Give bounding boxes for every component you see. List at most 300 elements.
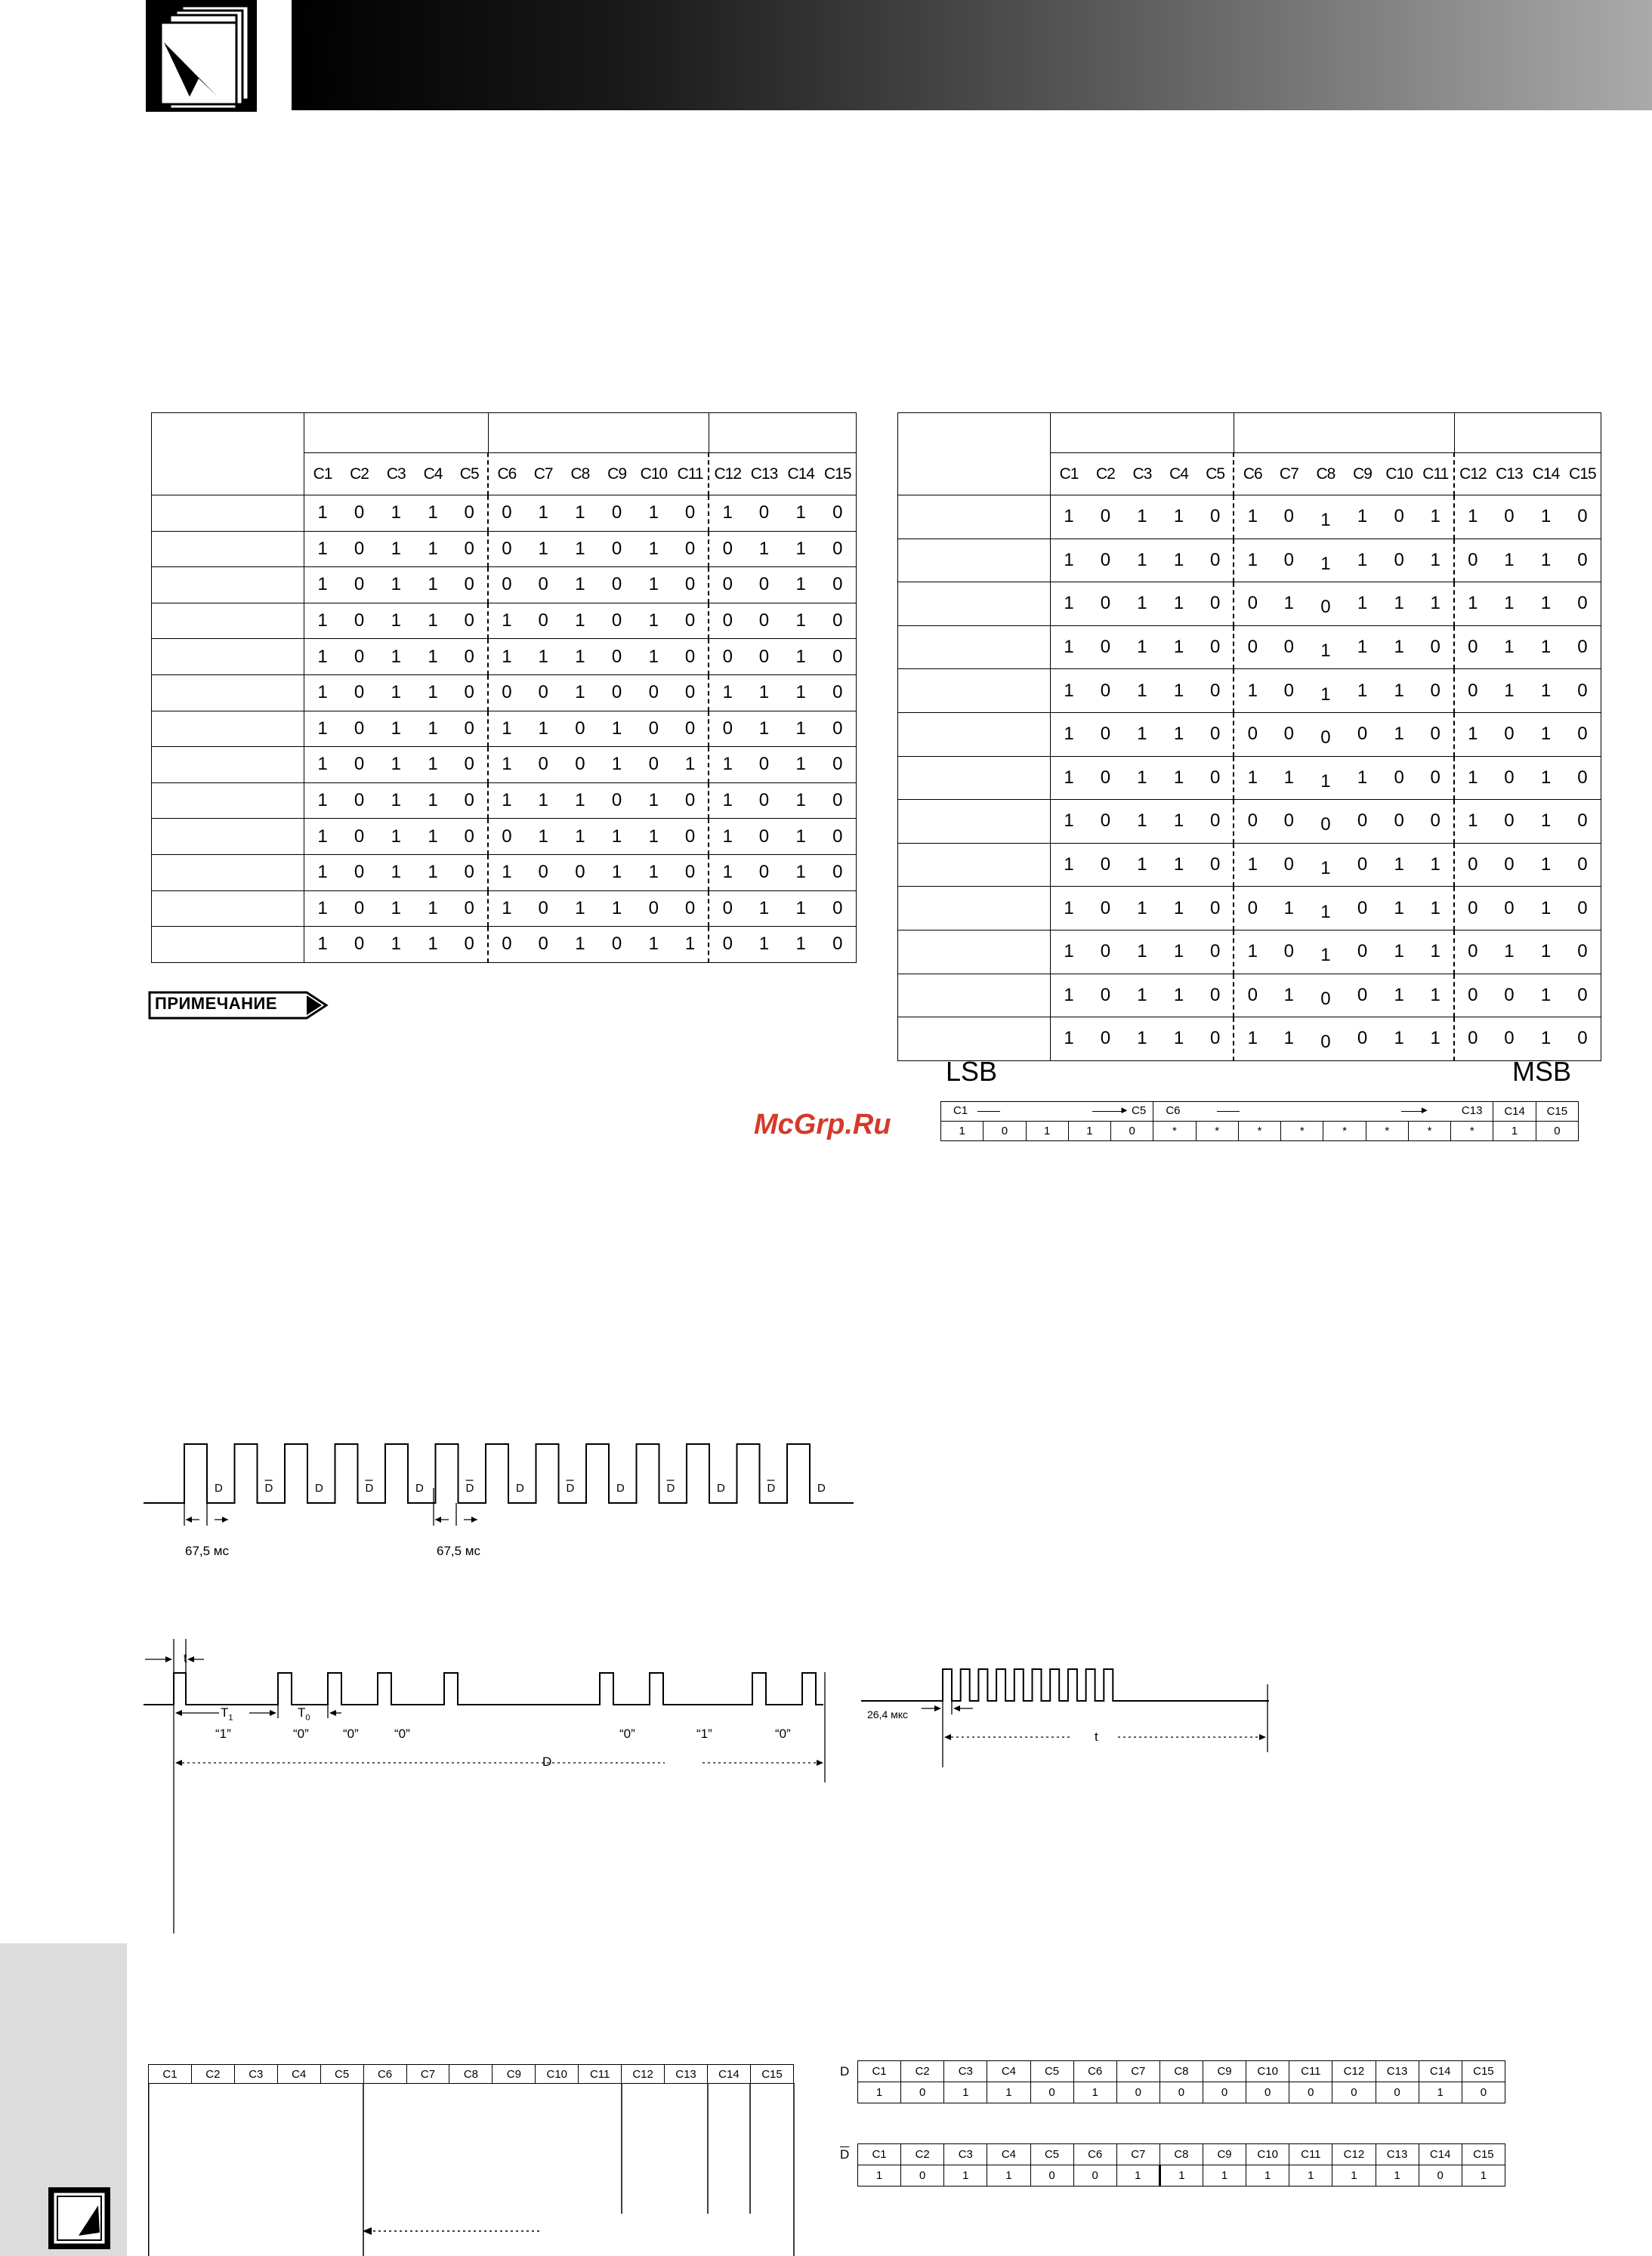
code-cell: 1 [987, 2165, 1030, 2187]
bit-cell: 0 [1454, 887, 1491, 930]
bit-label: “0” [343, 1727, 359, 1741]
brand-logo [146, 0, 257, 112]
column-header: C1 [304, 453, 341, 495]
bit-order-value: 0 [1536, 1122, 1578, 1141]
bit-cell: 1 [635, 639, 672, 675]
bit-cell: 0 [341, 819, 378, 855]
bit-cell: 1 [1344, 582, 1381, 626]
table-row [898, 669, 1601, 713]
bit-cell: 1 [1491, 582, 1528, 626]
bit-order-range-c6-c13: C6 ► C13 [1153, 1102, 1493, 1122]
bit-cell: 1 [1527, 800, 1564, 844]
bit-cell: 1 [783, 819, 820, 855]
bit-cell: 1 [783, 531, 820, 567]
group-header-cell [709, 413, 856, 453]
bit-cell: 1 [304, 819, 341, 855]
table-row [152, 567, 857, 603]
bit-cell: 0 [1271, 930, 1308, 974]
bit-cell: 0 [1491, 843, 1528, 887]
column-header: C6 [488, 453, 525, 495]
bit-cell: 1 [415, 603, 452, 639]
table-row [152, 927, 857, 963]
bit-cell: 0 [488, 927, 525, 963]
bit-cell: 0 [1564, 930, 1601, 974]
bit-cell: 0 [1381, 495, 1418, 539]
bit-cell: 0 [1564, 756, 1601, 800]
code-cell: 0 [1030, 2082, 1073, 2103]
bit-cell: 1 [378, 567, 415, 603]
table-row [898, 539, 1601, 582]
pulse-label: D [666, 1482, 675, 1495]
table-row [898, 800, 1601, 844]
code-cell: C13 [1376, 2144, 1419, 2165]
bit-cell: 0 [1564, 669, 1601, 713]
code-cell: 0 [901, 2165, 944, 2187]
bit-cell: 1 [378, 674, 415, 711]
bit-cell: 1 [1308, 625, 1345, 669]
row-name-cell [152, 674, 304, 711]
column-header: C3 [378, 453, 415, 495]
bit-cell: 1 [672, 747, 709, 783]
bottom-left-table [148, 2064, 794, 2084]
bit-cell: 1 [488, 782, 525, 819]
row-name-cell [152, 819, 304, 855]
bit-cell: 0 [1344, 843, 1381, 887]
bit-cell: 0 [598, 495, 635, 532]
bit-cell: 1 [562, 782, 599, 819]
pulse-label: D [365, 1482, 374, 1495]
bit-cell: 0 [1381, 539, 1418, 582]
bit-cell: 0 [488, 531, 525, 567]
bit-cell: 0 [562, 747, 599, 783]
table-row [898, 582, 1601, 626]
bit-order-range-c1-c5: C1 ► C5 [941, 1102, 1153, 1122]
bit-cell: 1 [635, 531, 672, 567]
code-cell: C7 [1116, 2061, 1159, 2082]
logo-icon [146, 0, 257, 112]
bit-cell: 1 [1124, 887, 1161, 930]
table-row [898, 1017, 1601, 1061]
code-cell: C14 [707, 2065, 750, 2084]
pulse-label: D [264, 1482, 273, 1495]
waveform-bit-encoding [144, 1639, 838, 1790]
pulse-label: D [817, 1482, 826, 1495]
name-header-cell [152, 413, 304, 495]
bit-cell: 1 [1308, 843, 1345, 887]
bit-cell: 1 [635, 603, 672, 639]
bit-cell: 1 [1271, 1017, 1308, 1061]
bit-order-value: * [1366, 1122, 1408, 1141]
bit-cell: 1 [415, 711, 452, 747]
bit-cell: 1 [378, 711, 415, 747]
bit-cell: 1 [525, 495, 562, 532]
code-cell: C7 [1116, 2144, 1159, 2165]
column-header: C7 [1271, 453, 1308, 495]
bit-cell: 0 [451, 531, 488, 567]
bit-cell: 0 [341, 890, 378, 927]
column-header: C8 [1308, 453, 1345, 495]
bit-cell: 0 [1271, 539, 1308, 582]
row-name-cell [898, 625, 1051, 669]
bit-cell: 0 [598, 567, 635, 603]
bit-cell: 0 [1271, 495, 1308, 539]
bit-cell: 1 [746, 890, 783, 927]
bit-cell: 0 [1381, 800, 1418, 844]
table-row [898, 712, 1601, 756]
bit-order-value: * [1281, 1122, 1323, 1141]
row-name-cell [152, 927, 304, 963]
msb-label: MSB [1512, 1056, 1572, 1087]
bit-cell: 0 [1087, 539, 1124, 582]
bit-cell: 0 [1271, 843, 1308, 887]
column-header: C13 [1491, 453, 1528, 495]
bit-cell: 1 [635, 782, 672, 819]
bit-cell: 0 [525, 747, 562, 783]
bit-cell: 1 [488, 711, 525, 747]
code-cell: C13 [1376, 2061, 1419, 2082]
bit-cell: 1 [1344, 669, 1381, 713]
name-header-cell [898, 413, 1051, 495]
bit-cell: 1 [1344, 625, 1381, 669]
column-header: C15 [820, 453, 857, 495]
bit-cell: 1 [562, 819, 599, 855]
bit-cell: 1 [1160, 625, 1197, 669]
bit-cell: 0 [1564, 800, 1601, 844]
bit-cell: 1 [304, 927, 341, 963]
bit-cell: 0 [341, 711, 378, 747]
bit-cell: 1 [783, 927, 820, 963]
bit-cell: 1 [1527, 582, 1564, 626]
column-header: C9 [1344, 453, 1381, 495]
code-cell: C6 [1073, 2144, 1116, 2165]
bit-cell: 1 [525, 782, 562, 819]
bit-cell: 0 [341, 639, 378, 675]
bit-cell: 1 [378, 747, 415, 783]
column-header: C3 [1124, 453, 1161, 495]
code-cell: 0 [1116, 2082, 1159, 2103]
code-cell: C10 [536, 2065, 579, 2084]
bit-cell: 1 [1381, 669, 1418, 713]
column-header: C6 [1234, 453, 1271, 495]
bit-cell: 1 [709, 782, 746, 819]
bit-cell: 0 [451, 890, 488, 927]
bit-cell: 0 [451, 782, 488, 819]
code-cell: 1 [944, 2165, 987, 2187]
bit-cell: 0 [746, 782, 783, 819]
bit-label: “0” [293, 1727, 309, 1741]
bit-cell: 0 [1491, 712, 1528, 756]
bit-cell: 0 [1491, 756, 1528, 800]
bit-cell: 1 [1454, 712, 1491, 756]
bit-cell: 0 [451, 639, 488, 675]
row-name-cell [152, 747, 304, 783]
bit-cell: 1 [415, 567, 452, 603]
bit-cell: 1 [488, 854, 525, 890]
bit-cell: 1 [415, 854, 452, 890]
dbar-code-table [857, 2143, 1505, 2187]
bit-cell: 1 [415, 639, 452, 675]
bit-cell: 0 [709, 711, 746, 747]
bit-cell: 1 [598, 819, 635, 855]
bit-order-value: * [1323, 1122, 1366, 1141]
bit-cell: 1 [1234, 495, 1271, 539]
bit-cell: 0 [341, 567, 378, 603]
bit-cell: 1 [635, 495, 672, 532]
bit-cell: 1 [304, 495, 341, 532]
bit-cell: 1 [525, 531, 562, 567]
bit-cell: 1 [1051, 974, 1088, 1017]
table-row [152, 531, 857, 567]
bit-cell: 0 [451, 819, 488, 855]
bit-cell: 1 [1271, 887, 1308, 930]
bit-cell: 0 [1197, 756, 1234, 800]
bit-cell: 0 [1417, 756, 1454, 800]
bit-cell: 0 [525, 927, 562, 963]
code-cell: C3 [234, 2065, 277, 2084]
carrier-t-label: t [1095, 1730, 1098, 1744]
bit-cell: 0 [820, 495, 857, 532]
bit-cell: 0 [1344, 974, 1381, 1017]
bit-cell: 0 [1087, 843, 1124, 887]
bit-cell: 1 [709, 747, 746, 783]
bit-cell: 1 [415, 674, 452, 711]
column-header: C4 [1160, 453, 1197, 495]
bit-cell: 0 [709, 531, 746, 567]
bit-cell: 0 [598, 531, 635, 567]
bit-cell: 1 [1308, 930, 1345, 974]
bit-cell: 1 [378, 531, 415, 567]
bit-cell: 1 [562, 890, 599, 927]
bit-cell: 0 [820, 782, 857, 819]
bit-cell: 1 [1124, 712, 1161, 756]
table-row [152, 747, 857, 783]
row-name-cell [152, 782, 304, 819]
code-cell: C4 [277, 2065, 320, 2084]
table-row [898, 887, 1601, 930]
bit-cell: 1 [304, 854, 341, 890]
bit-cell: 0 [1381, 756, 1418, 800]
code-cell: C3 [944, 2061, 987, 2082]
bit-cell: 0 [341, 854, 378, 890]
code-cell: C8 [449, 2065, 493, 2084]
code-cell: C1 [858, 2144, 901, 2165]
bit-cell: 1 [1417, 974, 1454, 1017]
bit-cell: 1 [1051, 887, 1088, 930]
bit-cell: 0 [1087, 625, 1124, 669]
bit-cell: 1 [415, 819, 452, 855]
code-cell: C2 [901, 2144, 944, 2165]
bit-cell: 1 [378, 603, 415, 639]
pulse-label: D [215, 1482, 223, 1495]
bit-cell: 0 [672, 639, 709, 675]
bit-cell: 1 [709, 495, 746, 532]
bit-cell: 0 [746, 747, 783, 783]
group-header-cell [1454, 413, 1601, 453]
bit-cell: 0 [820, 747, 857, 783]
bit-cell: 0 [1308, 582, 1345, 626]
bit-cell: 0 [635, 711, 672, 747]
bit-cell: 1 [1124, 582, 1161, 626]
bit-cell: 0 [1417, 669, 1454, 713]
bit-cell: 0 [1087, 582, 1124, 626]
bit-cell: 1 [1160, 930, 1197, 974]
logo-icon [48, 2187, 110, 2249]
bit-cell: 1 [1234, 539, 1271, 582]
bit-cell: 1 [1051, 800, 1088, 844]
row-name-cell [898, 887, 1051, 930]
bit-cell: 1 [378, 782, 415, 819]
bit-cell: 1 [415, 890, 452, 927]
bit-cell: 1 [1308, 539, 1345, 582]
side-logo [48, 2187, 110, 2249]
bit-cell: 1 [1160, 843, 1197, 887]
code-cell: C10 [1246, 2144, 1289, 2165]
code-cell: C15 [1462, 2061, 1505, 2082]
bit-cell: 1 [1051, 712, 1088, 756]
bit-cell: 0 [1197, 625, 1234, 669]
bit-cell: 1 [1308, 887, 1345, 930]
bit-cell: 0 [1234, 712, 1271, 756]
bit-cell: 1 [1454, 582, 1491, 626]
bit-label: “1” [215, 1727, 231, 1741]
bit-cell: 0 [820, 890, 857, 927]
bit-cell: 0 [1234, 887, 1271, 930]
table-row [152, 603, 857, 639]
bit-cell: 1 [1417, 930, 1454, 974]
column-header: C10 [635, 453, 672, 495]
bit-cell: 1 [1308, 756, 1345, 800]
bit-cell: 0 [635, 674, 672, 711]
bit-cell: 0 [1197, 1017, 1234, 1061]
code-cell: C9 [493, 2065, 536, 2084]
bit-cell: 1 [304, 747, 341, 783]
bit-cell: 0 [525, 567, 562, 603]
row-name-cell [898, 539, 1051, 582]
bit-order-value: * [1153, 1122, 1196, 1141]
code-cell: C6 [1073, 2061, 1116, 2082]
bit-cell: 1 [746, 711, 783, 747]
row-name-cell [898, 495, 1051, 539]
table-row [898, 756, 1601, 800]
bit-cell: 1 [1527, 887, 1564, 930]
code-cell: C6 [363, 2065, 406, 2084]
table-row [898, 625, 1601, 669]
bit-cell: 1 [1527, 1017, 1564, 1061]
bit-cell: 1 [525, 639, 562, 675]
bit-cell: 0 [1271, 800, 1308, 844]
bit-cell: 0 [1234, 800, 1271, 844]
bit-cell: 0 [451, 674, 488, 711]
timing-label-left: 67,5 мс [185, 1544, 229, 1558]
code-cell: 0 [1246, 2082, 1289, 2103]
pulse-label: D [767, 1482, 776, 1495]
bit-cell: 0 [1564, 625, 1601, 669]
code-cell: C9 [1203, 2061, 1246, 2082]
bit-cell: 0 [1271, 625, 1308, 669]
bit-cell: 1 [1124, 625, 1161, 669]
bit-cell: 1 [415, 747, 452, 783]
bit-cell: 0 [1087, 887, 1124, 930]
bit-cell: 1 [1271, 756, 1308, 800]
bit-cell: 0 [1417, 625, 1454, 669]
bit-cell: 0 [451, 854, 488, 890]
row-name-cell [898, 712, 1051, 756]
table-row [152, 495, 857, 532]
bit-cell: 1 [1160, 582, 1197, 626]
bit-cell: 1 [1381, 930, 1418, 974]
column-header: C9 [598, 453, 635, 495]
column-header: C1 [1051, 453, 1088, 495]
bit-cell: 0 [1564, 495, 1601, 539]
code-table-right [897, 412, 1601, 1061]
group-header-cell [1051, 413, 1234, 453]
row-name-cell [152, 495, 304, 532]
bit-cell: 0 [1087, 495, 1124, 539]
bit-cell: 1 [304, 674, 341, 711]
row-name-cell [152, 854, 304, 890]
bit-cell: 1 [635, 567, 672, 603]
bit-cell: 0 [562, 854, 599, 890]
bit-cell: 1 [1124, 495, 1161, 539]
bit-cell: 1 [1234, 1017, 1271, 1061]
bit-cell: 1 [1160, 669, 1197, 713]
header-bar [292, 0, 1652, 110]
code-cell: 1 [1203, 2165, 1246, 2187]
bit-cell: 0 [1491, 495, 1528, 539]
bit-cell: 0 [598, 782, 635, 819]
bit-cell: 1 [1124, 1017, 1161, 1061]
bit-cell: 0 [1564, 539, 1601, 582]
bit-cell: 0 [1344, 800, 1381, 844]
bit-cell: 0 [488, 567, 525, 603]
bit-cell: 1 [783, 603, 820, 639]
bit-cell: 1 [1491, 930, 1528, 974]
bit-cell: 0 [709, 890, 746, 927]
bit-cell: 1 [1160, 495, 1197, 539]
bit-cell: 0 [1271, 712, 1308, 756]
code-cell: 0 [1419, 2165, 1462, 2187]
pulse-label: D [415, 1482, 424, 1495]
code-cell: C4 [987, 2144, 1030, 2165]
bit-cell: 1 [709, 854, 746, 890]
bit-cell: 0 [672, 782, 709, 819]
bit-encoding-pulses [144, 1673, 823, 1705]
dbar-row-label: $\overline{D}$ [840, 2147, 850, 2162]
bit-cell: 1 [783, 639, 820, 675]
bit-cell: 1 [304, 603, 341, 639]
bit-cell: 0 [341, 927, 378, 963]
bit-cell: 0 [709, 603, 746, 639]
code-cell: C5 [1030, 2144, 1073, 2165]
bit-cell: 0 [820, 639, 857, 675]
code-cell: 1 [1332, 2165, 1376, 2187]
row-name-cell [898, 800, 1051, 844]
code-cell: C5 [320, 2065, 363, 2084]
bit-cell: 0 [672, 890, 709, 927]
bit-cell: 0 [341, 495, 378, 532]
bit-cell: 1 [1051, 625, 1088, 669]
row-name-cell [152, 890, 304, 927]
waveform-carrier [861, 1654, 1329, 1767]
bit-cell: 0 [341, 603, 378, 639]
bit-cell: 1 [709, 819, 746, 855]
bit-cell: 1 [1051, 1017, 1088, 1061]
code-cell: 0 [1376, 2082, 1419, 2103]
code-cell: 0 [1203, 2082, 1246, 2103]
code-cell: C4 [987, 2061, 1030, 2082]
bit-cell: 0 [1344, 930, 1381, 974]
bit-cell: 0 [1087, 930, 1124, 974]
